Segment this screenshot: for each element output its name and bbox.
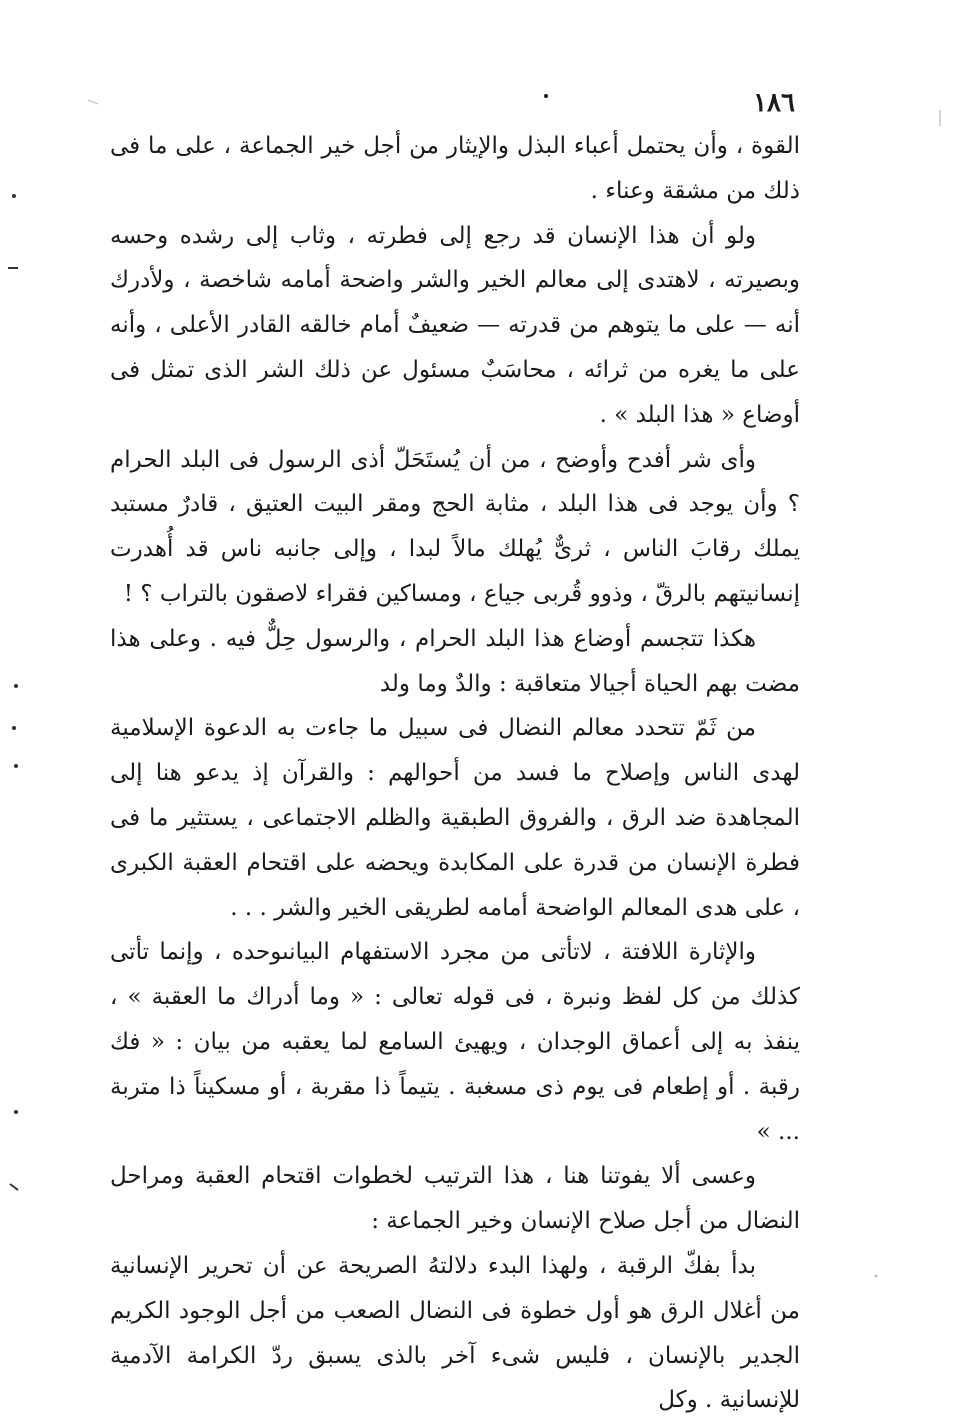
body-text [110, 124, 800, 1423]
speck [14, 764, 18, 768]
speck [10, 1184, 18, 1190]
paragraph: هكذا تتجسم أوضاع هذا البلد الحرام ، والرسول حِلٌّ فيه . وعلى هذا مضت بهم الحياة أجيالا متعاقبة : والدٌ وما ولد [110, 625, 800, 697]
paragraph: بدأ بفكّ الرقبة ، ولهذا البدء دلالتهُ الصريحة عن أن تحرير الإنسانية من أغلال الرق هو أول خطوة فى النضال الصعب من أجل الوجود الكريم الجدير بالإنسان ، فليس شىء آخر بالذى يسبق ردّ الكرامة الآدمية للإنسانية . وكل [110, 1252, 800, 1414]
page-number: ١٨٦ [753, 88, 795, 118]
speck [88, 100, 98, 104]
paragraph: ولو أن هذا الإنسان قد رجع إلى فطرته ، وثاب إلى رشده وحسه وبصيرته ، لاهتدى إلى معالم الخير والشر واضحة أمامه شاخصة ، ولأدرك أنه — على ما يتوهم من قدرته — ضعيفٌ أمام خالقه القادر الأعلى ، وأنه على ما يغره من ثرائه ، محاسَبٌ مسئول عن ذلك الشر الذى تمثل فى أوضاع « هذا البلد » . [110, 222, 800, 428]
dot-mark [544, 94, 548, 98]
paragraph: القوة ، وأن يحتمل أعباء البذل والإيثار من أجل خير الجماعة ، على ما فى ذلك من مشقة وعناء . [110, 133, 800, 204]
speck [875, 1275, 878, 1278]
speck [14, 684, 18, 688]
paragraph: وعسى ألا يفوتنا هنا ، هذا الترتيب لخطوات اقتحام العقبة ومراحل النضال من أجل صلاح الإنسان وخير الجماعة : [110, 1163, 800, 1235]
speck [12, 194, 16, 198]
speck [14, 1110, 18, 1114]
paragraph: وأى شر أفدح وأوضح ، من أن يُستَحَلّ أذى الرسول فى البلد الحرام ؟ وأن يوجد فى هذا البلد ، مثابة الحج ومقر البيت العتيق ، قادرٌ مستبد يملك رقابَ الناس ، ثرىٌّ يُهلك مالاً لبدا ، وإلى جانبه ناس قد أُهدرت إنسانيتهم بالرقّ ، وذوو قُربى جياع ، ومساكين فقراء لاصقون بالتراب ؟ ! [110, 446, 800, 607]
speck [12, 726, 16, 730]
paragraph: والإثارة اللافتة ، لاتأتى من مجرد الاستفهام البيانىوحده ، وإنما تأتى كذلك من كل لفظ ونبرة ، فى قوله تعالى : « وما أدراك ما العقبة » ، ينفذ به إلى أعماق الوجدان ، ويهيئ السامع لما يعقبه من بيان : « فك رقبة . أو إطعام فى يوم ذى مسغبة . يتيماً ذا مقربة ، أو مسكيناً ذا متربة ... » [110, 939, 800, 1145]
paragraph: من ثَمّ تتحدد معالم النضال فى سبيل ما جاءت به الدعوة الإسلامية لهدى الناس وإصلاح ما فسد من أحوالهم : والقرآن إذ يدعو هنا إلى المجاهدة ضد الرق ، والفروق الطبقية والظلم الاجتماعى ، يستثير ما فى فطرة الإنسان من قدرة على المكابدة ويحضه على اقتحام العقبة الكبرى ، على هدى المعالم الواضحة أمامه لطريقى الخير والشر . . . [110, 715, 800, 921]
